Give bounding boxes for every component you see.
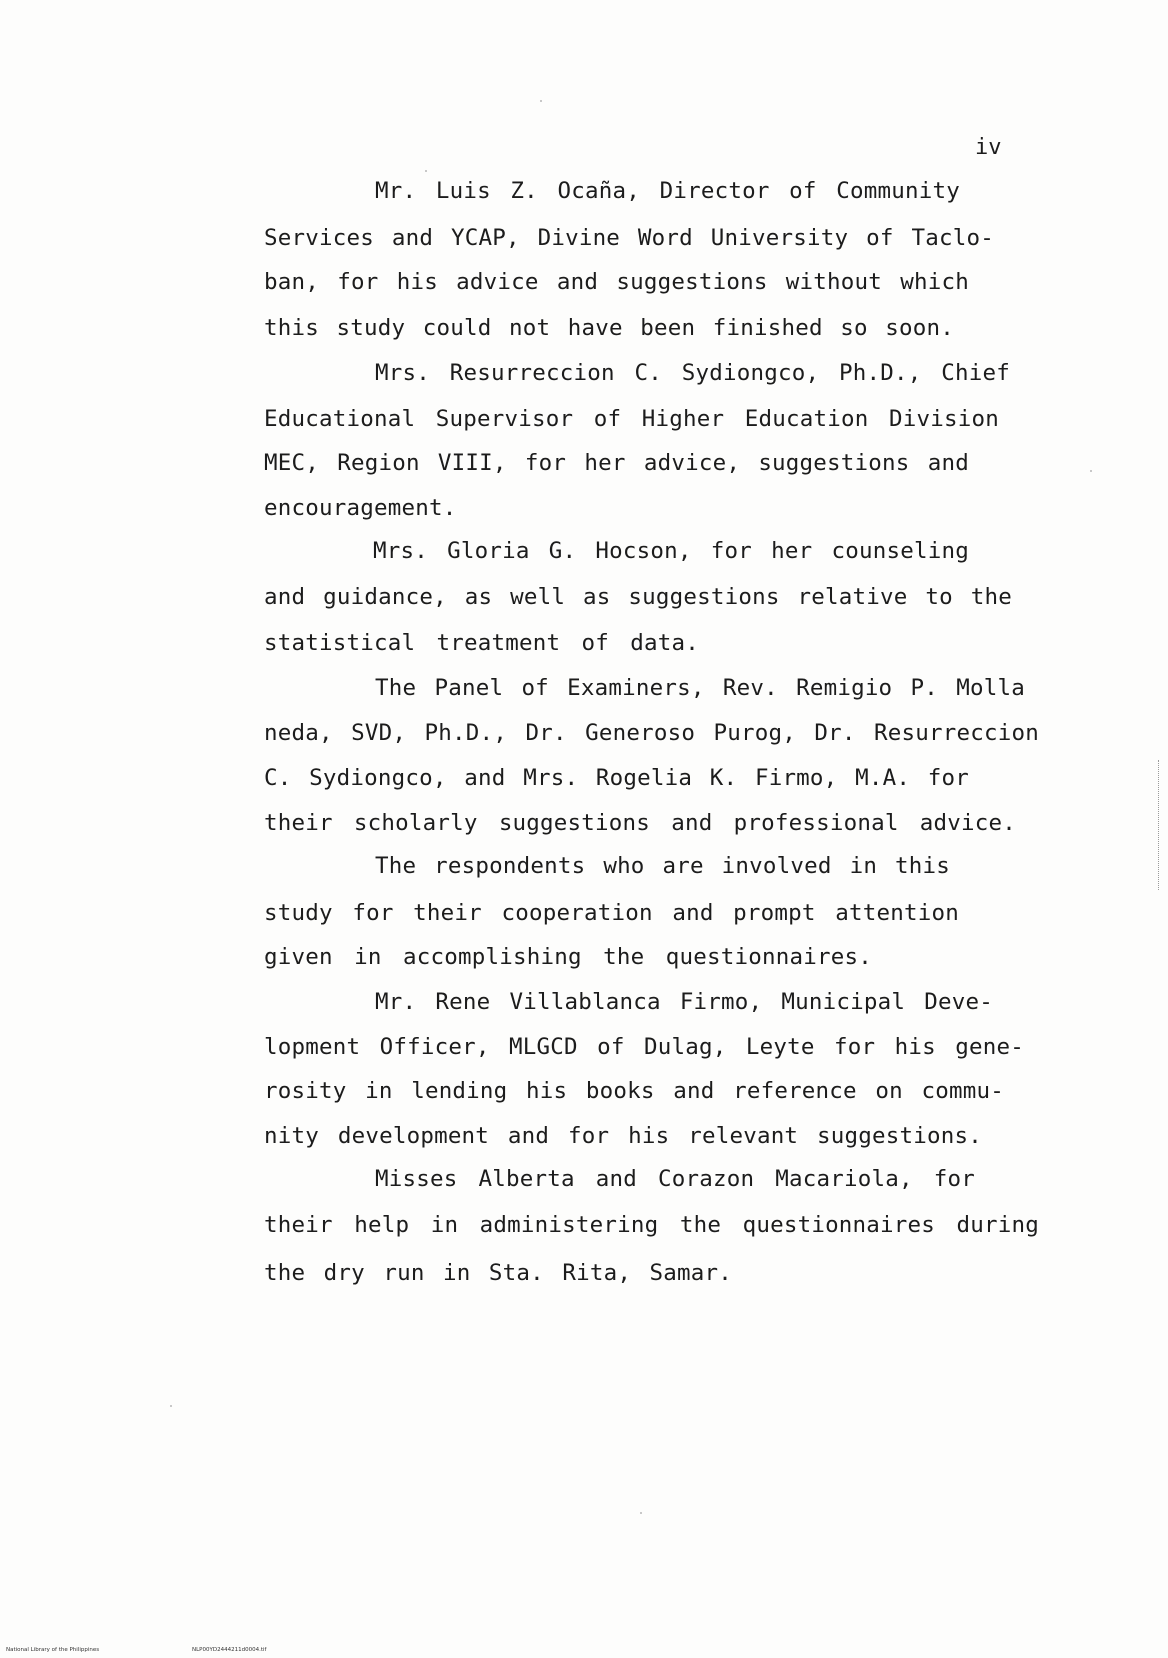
body-line-13: neda, SVD, Ph.D., Dr. Generoso Purog, Dr. Resurreccion: [264, 720, 1039, 746]
body-line-22: nity development and for his relevant suggestions.: [264, 1123, 982, 1149]
body-line-14: C. Sydiongco, and Mrs. Rogelia K. Firmo, M.A. for: [264, 765, 969, 791]
body-line-20: lopment Officer, MLGCD of Dulag, Leyte for his gene-: [264, 1034, 1024, 1060]
body-line-6: Educational Supervisor of Higher Education Division: [264, 406, 999, 432]
body-line-11: statistical treatment of data.: [264, 630, 699, 656]
body-line-17: study for their cooperation and prompt attention: [264, 900, 959, 926]
body-line-12: The Panel of Examiners, Rev. Remigio P. Molla: [375, 675, 1025, 701]
body-line-2: Services and YCAP, Divine Word University of Taclo-: [264, 225, 994, 251]
scan-speck: [640, 1512, 642, 1514]
scan-speck: [425, 170, 427, 172]
body-line-23: Misses Alberta and Corazon Macariola, for: [375, 1166, 975, 1192]
body-line-15: their scholarly suggestions and professional advice.: [264, 810, 1016, 836]
body-line-19: Mr. Rene Villablanca Firmo, Municipal Deve-: [375, 989, 993, 1015]
body-line-3: ban, for his advice and suggestions without which: [264, 269, 969, 295]
body-line-24: their help in administering the questionnaires during: [264, 1212, 1039, 1238]
scan-speck: [1090, 470, 1092, 472]
body-line-25: the dry run in Sta. Rita, Samar.: [264, 1260, 732, 1286]
scan-edge-mark: [1158, 760, 1159, 890]
body-line-5: Mrs. Resurreccion C. Sydiongco, Ph.D., Chief: [375, 360, 1010, 386]
body-line-21: rosity in lending his books and reference on commu-: [264, 1078, 1004, 1104]
body-line-7: MEC, Region VIII, for her advice, suggestions and: [264, 450, 969, 476]
page-number: iv: [975, 135, 1002, 160]
body-line-8: encouragement.: [264, 495, 457, 521]
body-line-18: given in accomplishing the questionnaires.: [264, 944, 872, 970]
footer-file-name: NLP00YD2444211d0004.tif: [192, 1647, 267, 1653]
body-line-4: this study could not have been finished so soon.: [264, 315, 954, 341]
footer-library-name: National Library of the Philippines: [6, 1647, 100, 1653]
body-line-10: and guidance, as well as suggestions relative to the: [264, 584, 1012, 610]
scan-speck: [170, 1405, 172, 1407]
body-line-1: Mr. Luis Z. Ocaña, Director of Community: [375, 178, 960, 204]
scan-speck: [540, 100, 542, 102]
body-line-9: Mrs. Gloria G. Hocson, for her counseling: [373, 538, 969, 564]
body-line-16: The respondents who are involved in this: [375, 853, 950, 879]
